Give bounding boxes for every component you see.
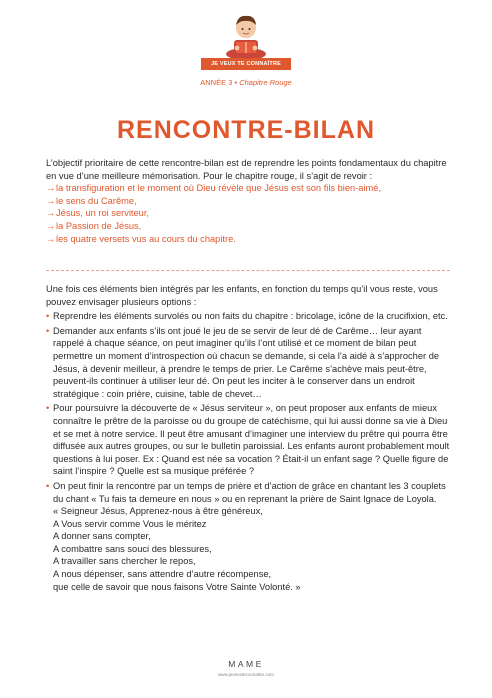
prayer-text: [46, 505, 450, 593]
review-item: [46, 233, 450, 246]
bullet-icon: •: [46, 325, 50, 336]
bullet-separator: •: [234, 78, 240, 87]
bullet-icon: •: [46, 311, 50, 322]
prayer-line: A combattre sans souci des blessures,: [53, 543, 212, 554]
prayer-line: A Vous servir comme Vous le méritez: [53, 518, 207, 529]
intro-paragraph: L’objectif prioritaire de cette rencontre-bilan est de reprendre les points fondamentaux du chapitre en vue d’une meilleure mémorisation. Pour le chapitre rouge, il s’agit de revoir :: [46, 158, 447, 181]
bullet-icon: •: [46, 403, 50, 414]
options-paragraph: Une fois ces éléments bien intégrés par les enfants, en fonction du temps qu’il vous reste, vous pouvez envisager plusieurs options :: [46, 284, 438, 307]
page-title: RENCONTRE-BILAN: [116, 116, 376, 144]
review-item: [46, 182, 450, 195]
option-item: [46, 325, 450, 401]
prayer-line: « Seigneur Jésus, Apprenez-nous à être généreux,: [53, 506, 263, 517]
publisher-brand: MAME: [228, 659, 264, 669]
options-list: [46, 310, 450, 505]
arrow-icon: →: [46, 233, 56, 244]
chapter-label: Chapitre Rouge: [239, 78, 292, 87]
options-section: [46, 283, 450, 593]
review-item-text: la transfiguration et le moment où Dieu révèle que Jésus est son fils bien-aimé,: [56, 183, 382, 194]
review-item: [46, 195, 450, 208]
bullet-icon: •: [46, 480, 50, 491]
arrow-icon: →: [46, 195, 56, 206]
review-list: [46, 182, 450, 245]
child-reading-illustration: [201, 10, 291, 60]
prayer-line: que celle de savoir que nous faisons Votre Sainte Volonté. »: [53, 581, 301, 592]
option-item: [46, 402, 450, 478]
review-item-text: les quatre versets vus au cours du chapitre.: [56, 233, 236, 244]
year-label: ANNÉE 3: [200, 78, 233, 87]
option-text: Demander aux enfants s’ils ont joué le jeu de se servir de leur dé de Carême… leur ayant rappelé à chaque séance, on peut imaginer qu’ils l’ont utilisé et ce moment de bilan peut permettre un moment d’introspection où chacun se demande, si cela l’a aidé à s’approcher de Jésus, à devenir meilleur, à prendre le temps de prier. Le Carême s’achève mais peut-être, peuvent-ils continuer à utiliser leur dé. On peut les inciter à le conserver dans un endroit stratégique : coin prière, cuisine, table de chevet…: [53, 325, 440, 399]
review-item: [46, 207, 450, 220]
option-text: On peut finir la rencontre par un temps de prière et d’action de grâce en chantant les 3 couplets du chant « Tu fais ta demeure en nous » ou en reprenant la prière de Saint Ignace de Loyola.: [53, 480, 446, 504]
website-link[interactable]: www.jeveuxteconnaitre.com: [218, 672, 274, 677]
option-item: [46, 480, 450, 505]
dashed-divider: [46, 270, 450, 271]
prayer-line: A nous dépenser, sans attendre d’autre récompense,: [53, 569, 272, 580]
prayer-line: A travailler sans chercher le repos,: [53, 556, 196, 567]
logo-banner: JE VEUX TE CONNAÎTRE: [201, 58, 291, 70]
logo: [201, 10, 291, 68]
year-chapter-line: [0, 78, 492, 87]
review-item-text: Jésus, un roi serviteur,: [56, 208, 150, 219]
review-item: [46, 220, 450, 233]
arrow-icon: →: [46, 208, 56, 219]
review-item-text: la Passion de Jésus,: [56, 220, 142, 231]
option-text: Reprendre les éléments survolés ou non faits du chapitre : bricolage, icône de la crucifixion, etc.: [53, 311, 448, 322]
intro-section: [46, 157, 450, 245]
arrow-icon: →: [46, 183, 56, 194]
review-item-text: le sens du Carême,: [56, 195, 137, 206]
arrow-icon: →: [46, 220, 56, 231]
option-text: Pour poursuivre la découverte de « Jésus serviteur », on peut proposer aux enfants de mieux connaître le prêtre de la paroisse ou du groupe de catéchisme, qui lui aussi donne sa vie à Dieu et se met à notre service. Il peut être amusant d’imaginer une interview du prêtre qui pourra être diffusée aux autres groupes, ou sur le bulletin paroissial. Les enfants auront probablement moult questions à lui poser. Ex : Quand est née sa vocation ? Était-il un enfant sage ? Quelle figure de saint l’inspire ? Quelle est sa musique préférée ?: [53, 403, 450, 477]
option-item: [46, 310, 450, 323]
prayer-line: A donner sans compter,: [53, 531, 151, 542]
